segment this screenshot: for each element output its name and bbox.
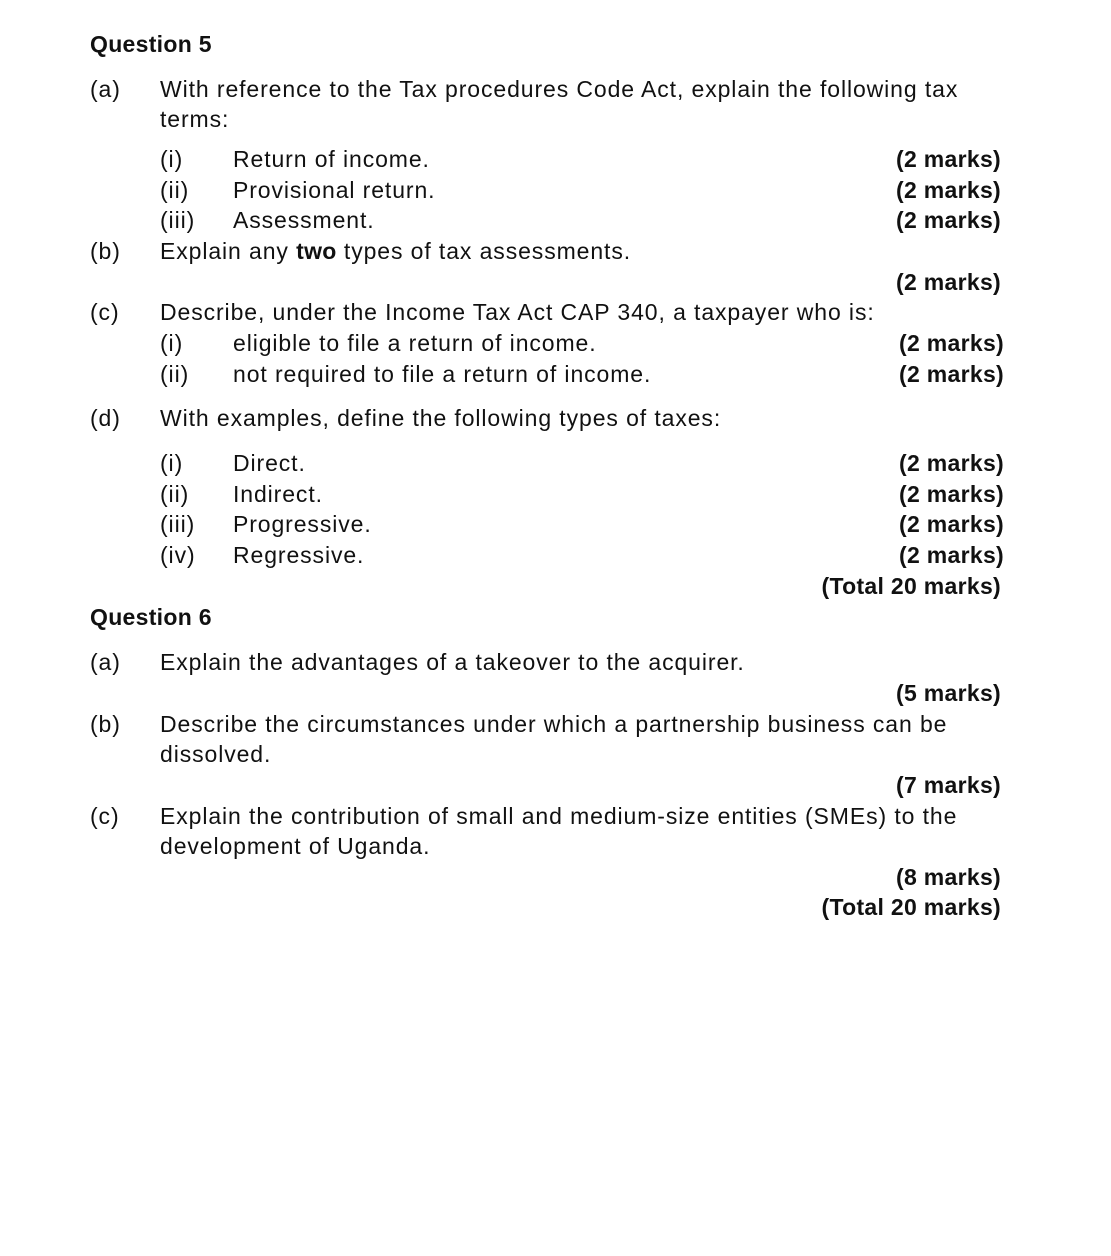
q5-d-iv-marks: (2 marks): [899, 542, 1004, 568]
q6-b-text-line2: dissolved.: [160, 741, 272, 767]
q5-a-text-line2: terms:: [160, 106, 230, 132]
q5-b-text-pre: Explain any: [160, 238, 297, 264]
q5-d-iv-text: Regressive.: [233, 542, 365, 568]
q5-d-i-text: Direct.: [233, 450, 306, 476]
q5-d-i-marks: (2 marks): [899, 450, 1004, 476]
q5-c-ii-marks: (2 marks): [899, 361, 1004, 387]
question-5-title: Question 5: [90, 31, 212, 57]
q5-a-i-marks: (2 marks): [896, 146, 1001, 172]
q5-total-marks: (Total 20 marks): [821, 573, 1001, 599]
q5-b-text: [160, 236, 631, 266]
q6-b-marks: (7 marks): [896, 772, 1001, 798]
q5-b-label: (b): [90, 238, 121, 264]
q5-d-iii-marks: (2 marks): [899, 511, 1004, 537]
q5-a-iii-text: Assessment.: [233, 207, 375, 233]
q5-d-ii-marks: (2 marks): [899, 481, 1004, 507]
q6-a-label: (a): [90, 649, 121, 675]
question-6-title: Question 6: [90, 604, 212, 630]
q5-d-i-num: (i): [160, 450, 184, 476]
q6-c-text-line2: development of Uganda.: [160, 833, 431, 859]
q5-a-ii-text: Provisional return.: [233, 177, 436, 203]
q5-d-ii-num: (ii): [160, 481, 190, 507]
q5-c-label: (c): [90, 299, 120, 325]
q6-total-marks: (Total 20 marks): [821, 894, 1001, 920]
q5-a-iii-num: (iii): [160, 207, 196, 233]
q5-a-i-num: (i): [160, 146, 184, 172]
q5-b-text-post: types of tax assessments.: [336, 238, 632, 264]
q6-c-text-line1: Explain the contribution of small and medium-size entities (SMEs) to the: [160, 803, 958, 829]
q5-c-ii-text: not required to file a return of income.: [233, 361, 652, 387]
q5-d-ii-text: Indirect.: [233, 481, 323, 507]
q5-d-iii-num: (iii): [160, 511, 196, 537]
q5-c-ii-num: (ii): [160, 361, 190, 387]
q5-a-iii-marks: (2 marks): [896, 207, 1001, 233]
q5-d-iv-num: (iv): [160, 542, 196, 568]
q5-a-i-text: Return of income.: [233, 146, 430, 172]
q6-a-text: Explain the advantages of a takeover to the acquirer.: [160, 649, 745, 675]
q6-b-text-line1: Describe the circumstances under which a partnership business can be: [160, 711, 948, 737]
q5-d-label: (d): [90, 405, 121, 431]
q5-c-i-text: eligible to file a return of income.: [233, 330, 597, 356]
q6-c-label: (c): [90, 803, 120, 829]
q5-b-text-bold: two: [296, 238, 337, 264]
q5-c-i-marks: (2 marks): [899, 330, 1004, 356]
q5-c-i-num: (i): [160, 330, 184, 356]
q5-b-marks: (2 marks): [896, 269, 1001, 295]
q5-d-iii-text: Progressive.: [233, 511, 372, 537]
q6-a-marks: (5 marks): [896, 680, 1001, 706]
q5-c-text: Describe, under the Income Tax Act CAP 340, a taxpayer who is:: [160, 299, 875, 325]
q5-a-ii-num: (ii): [160, 177, 190, 203]
q6-c-marks: (8 marks): [896, 864, 1001, 890]
q5-a-ii-marks: (2 marks): [896, 177, 1001, 203]
q5-a-label: (a): [90, 76, 121, 102]
q5-a-text-line1: With reference to the Tax procedures Code Act, explain the following tax: [160, 76, 959, 102]
q5-d-text: With examples, define the following types of taxes:: [160, 405, 722, 431]
q6-b-label: (b): [90, 711, 121, 737]
